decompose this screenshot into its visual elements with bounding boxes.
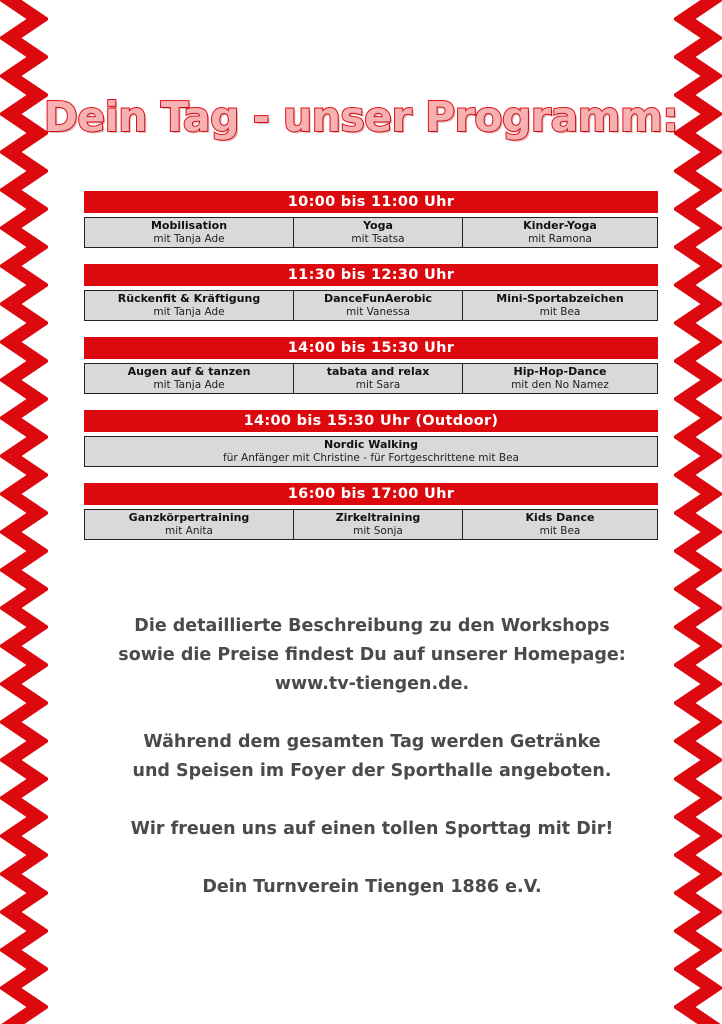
session-cell bbox=[85, 218, 294, 247]
session-trainer: mit Tanja Ade bbox=[153, 233, 225, 245]
greeting-paragraph bbox=[96, 815, 648, 844]
session-cell bbox=[294, 291, 463, 320]
session-cell bbox=[463, 291, 657, 320]
session-cell bbox=[85, 291, 294, 320]
time-block bbox=[84, 410, 658, 467]
session-cell bbox=[85, 364, 294, 393]
session-row bbox=[84, 436, 658, 467]
signature-paragraph bbox=[96, 873, 648, 902]
info-line: Die detaillierte Beschreibung zu den Workshops bbox=[134, 616, 610, 636]
info-line: und Speisen im Foyer der Sporthalle angeboten. bbox=[132, 761, 612, 781]
session-name: Zirkeltraining bbox=[335, 511, 421, 524]
session-name: Mobilisation bbox=[150, 219, 228, 232]
zigzag-line bbox=[10, 0, 38, 1024]
session-cell bbox=[463, 510, 657, 539]
session-name: Ganzkörpertraining bbox=[128, 511, 250, 524]
zigzag-line bbox=[684, 0, 712, 1024]
time-block bbox=[84, 483, 658, 540]
session-trainer: für Anfänger mit Christine - für Fortgeschrittene mit Bea bbox=[223, 452, 519, 464]
right-zigzag-border bbox=[674, 0, 722, 1024]
session-trainer: mit Bea bbox=[539, 525, 581, 537]
session-cell bbox=[294, 364, 463, 393]
info-line: Wir freuen uns auf einen tollen Sporttag mit Dir! bbox=[130, 819, 614, 839]
session-cell bbox=[463, 218, 657, 247]
session-trainer: mit Ramona bbox=[528, 233, 592, 245]
homepage-link[interactable]: www.tv-tiengen.de. bbox=[274, 674, 470, 694]
session-trainer: mit Sara bbox=[355, 379, 401, 391]
time-header: 16:00 bis 17:00 Uhr bbox=[84, 483, 658, 505]
session-row bbox=[84, 290, 658, 321]
session-row bbox=[84, 509, 658, 540]
session-cell bbox=[294, 218, 463, 247]
session-cell bbox=[294, 510, 463, 539]
session-name: Nordic Walking bbox=[324, 438, 418, 451]
session-name: tabata and relax bbox=[326, 365, 430, 378]
session-trainer: mit Sonja bbox=[353, 525, 403, 537]
session-cell bbox=[85, 510, 294, 539]
session-name: Hip-Hop-Dance bbox=[513, 365, 607, 378]
session-trainer: mit Tanja Ade bbox=[153, 379, 225, 391]
time-header: 11:30 bis 12:30 Uhr bbox=[84, 264, 658, 286]
schedule bbox=[84, 191, 658, 556]
session-row bbox=[84, 217, 658, 248]
session-trainer: mit Tsatsa bbox=[351, 233, 405, 245]
session-trainer: mit den No Namez bbox=[511, 379, 609, 391]
session-name: Kids Dance bbox=[525, 511, 595, 524]
session-name: Mini-Sportabzeichen bbox=[496, 292, 624, 305]
session-trainer: mit Bea bbox=[539, 306, 581, 318]
session-cell bbox=[85, 437, 657, 466]
info-text bbox=[96, 612, 648, 931]
session-name: Kinder-Yoga bbox=[523, 219, 597, 232]
session-name: Yoga bbox=[363, 219, 393, 232]
info-line: sowie die Preise findest Du auf unserer Homepage: bbox=[118, 645, 626, 665]
session-trainer: mit Tanja Ade bbox=[153, 306, 225, 318]
time-header: 14:00 bis 15:30 Uhr (Outdoor) bbox=[84, 410, 658, 432]
left-zigzag-border bbox=[0, 0, 48, 1024]
info-line: Während dem gesamten Tag werden Getränke bbox=[143, 732, 601, 752]
time-block bbox=[84, 264, 658, 321]
session-trainer: mit Vanessa bbox=[346, 306, 410, 318]
session-name: DanceFunAerobic bbox=[323, 292, 433, 305]
session-name: Rückenfit & Kräftigung bbox=[117, 292, 261, 305]
session-row bbox=[84, 363, 658, 394]
session-trainer: mit Anita bbox=[165, 525, 213, 537]
time-header: 14:00 bis 15:30 Uhr bbox=[84, 337, 658, 359]
catering-paragraph bbox=[96, 728, 648, 786]
description-paragraph bbox=[96, 612, 648, 699]
page-title: Dein Tag - unser Programm: bbox=[43, 93, 679, 141]
time-block bbox=[84, 191, 658, 248]
session-name: Augen auf & tanzen bbox=[127, 365, 251, 378]
time-block bbox=[84, 337, 658, 394]
session-cell bbox=[463, 364, 657, 393]
time-header: 10:00 bis 11:00 Uhr bbox=[84, 191, 658, 213]
info-line: Dein Turnverein Tiengen 1886 e.V. bbox=[202, 877, 542, 897]
